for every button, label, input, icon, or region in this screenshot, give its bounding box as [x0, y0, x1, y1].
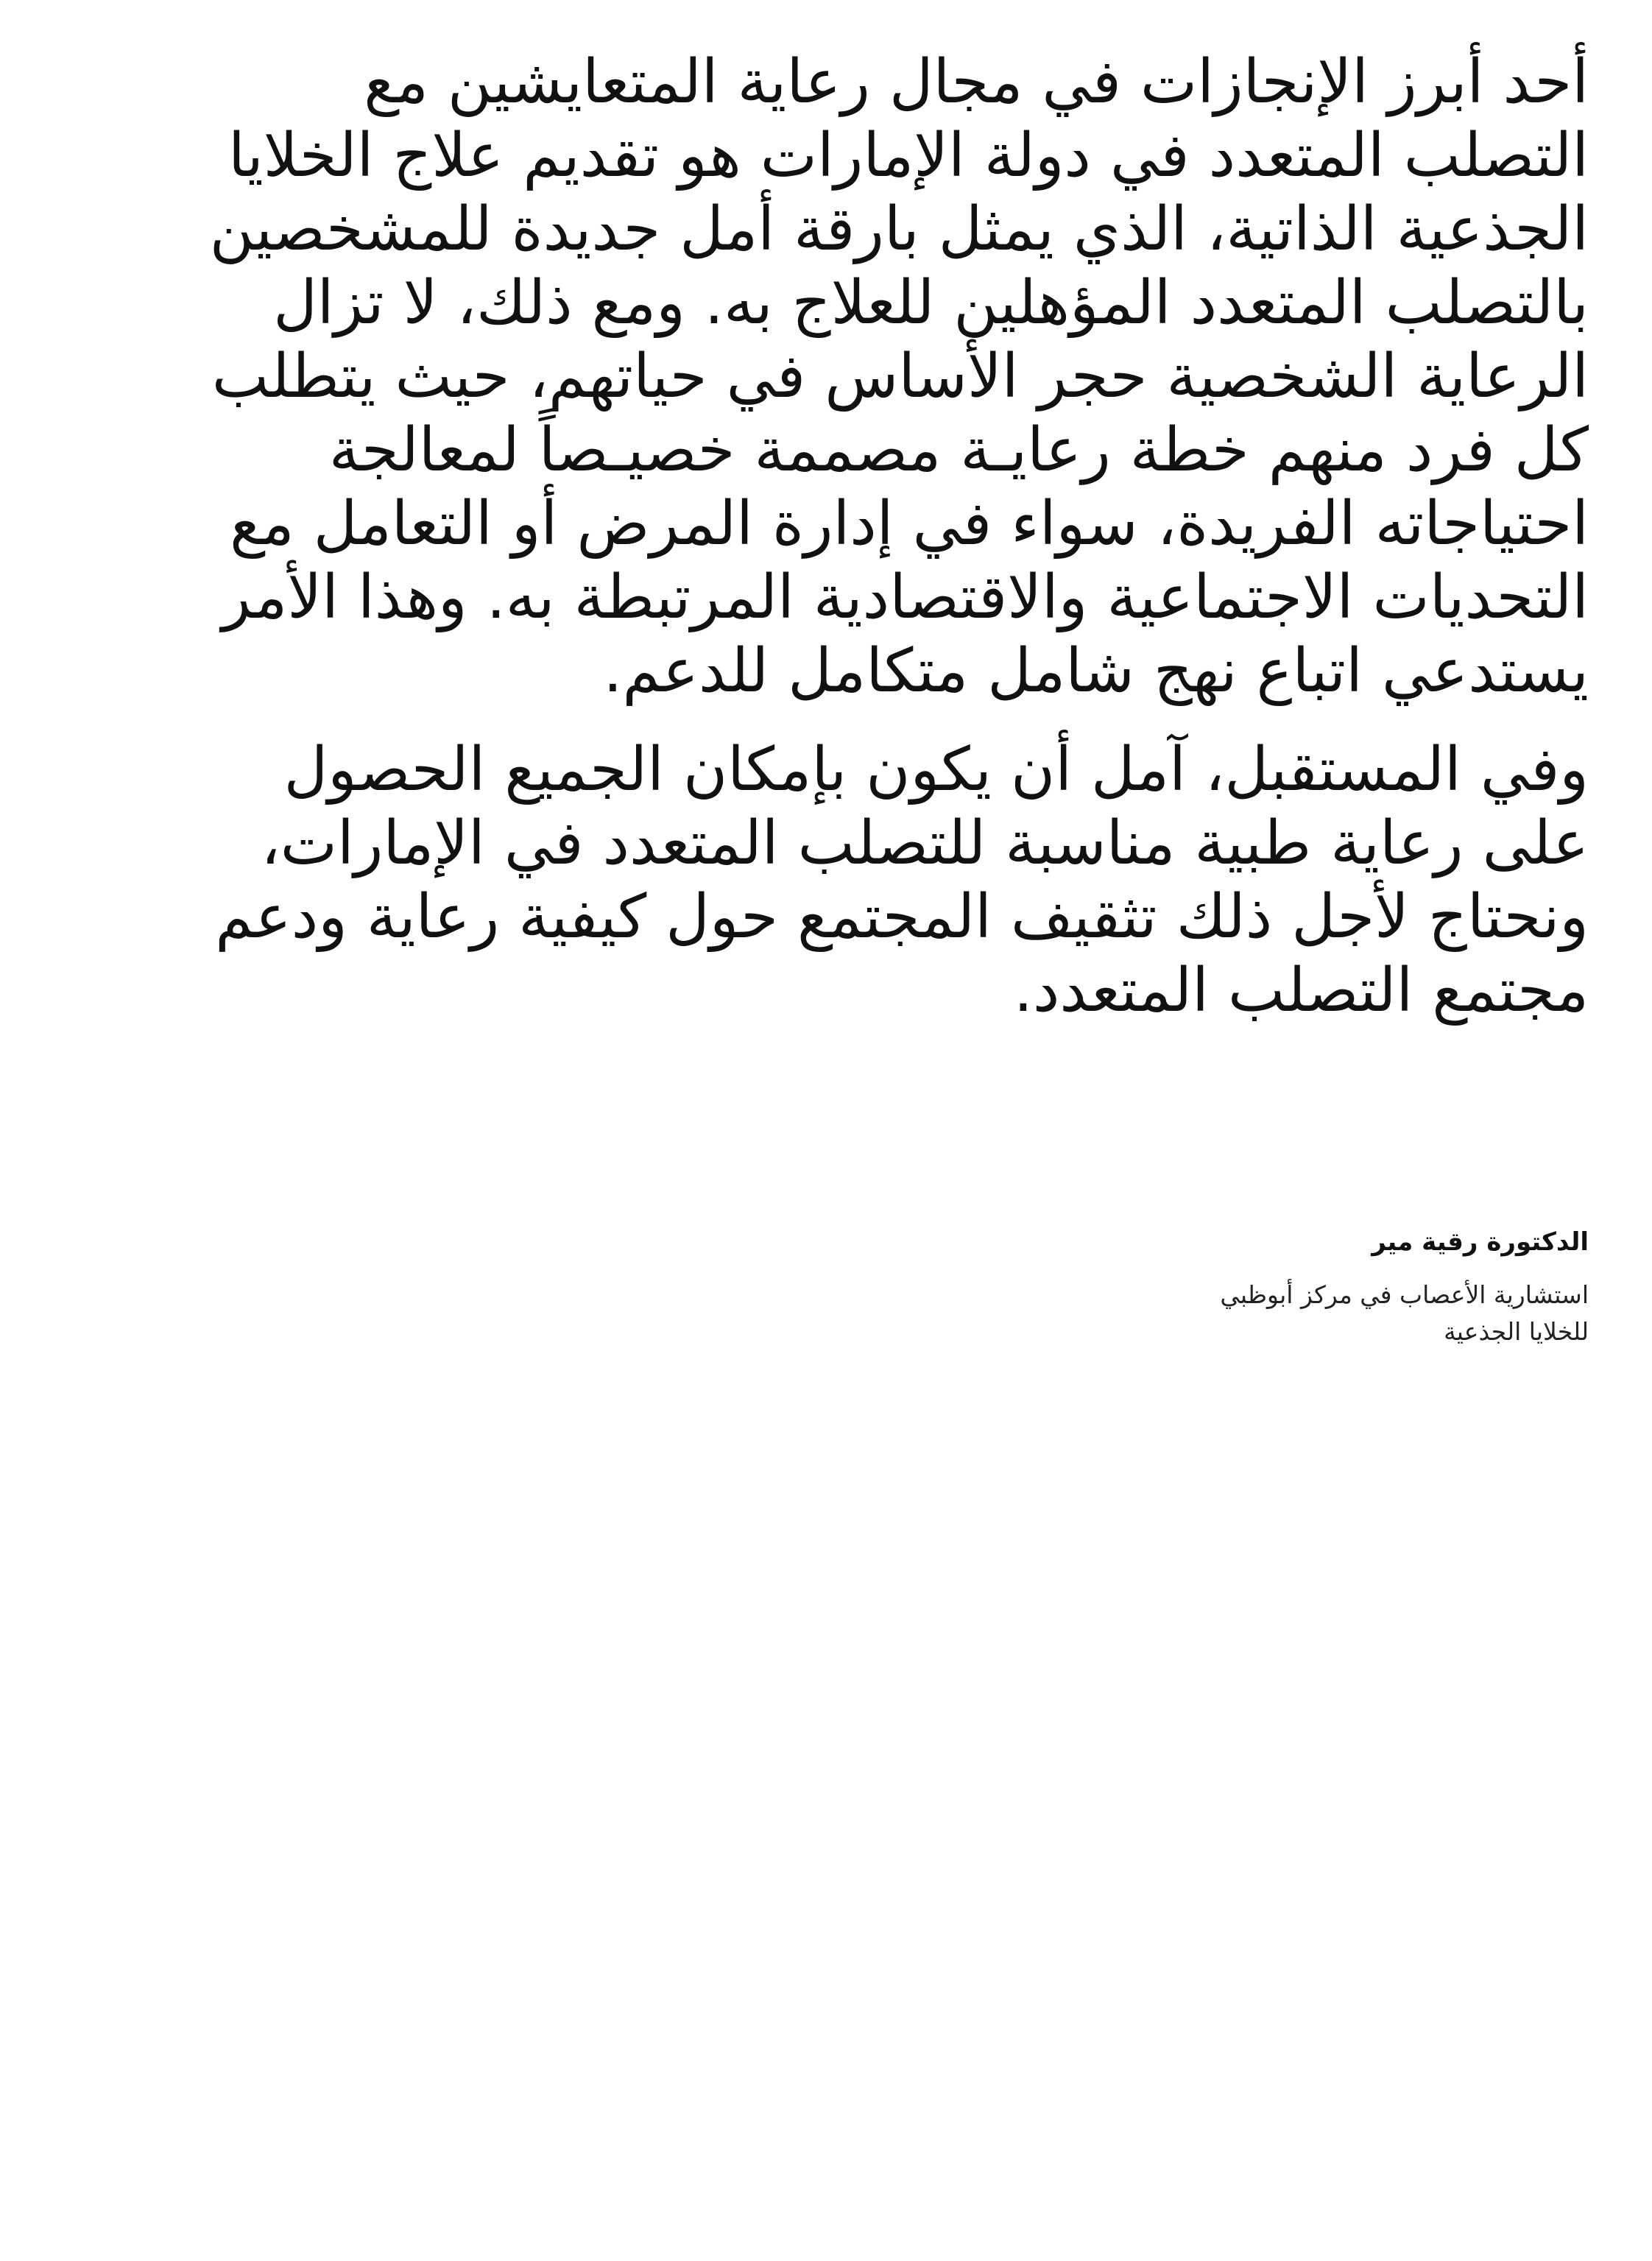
author-title-line: للخلايا الجذعية	[1444, 1317, 1589, 1346]
author-title	[1073, 1277, 1589, 1350]
article-body	[190, 46, 1589, 1028]
author-signature	[1073, 1224, 1589, 1350]
article-paragraph: أحد أبرز الإنجازات في مجال رعاية المتعايشين مع التصلب المتعدد في دولة الإمارات هو تقديم علاج الخلايا الجذعية الذاتية، الذي يمثل بارقة أمل جديدة للمشخصين بالتصلب المتعدد المؤهلين للعلاج به. ومع ذلك، لا تزال الرعاية الشخصية حجر الأساس في حياتهم، حيث يتطلب كل فرد منهم خطة رعايـة مصممة خصيـصاً لمعالجة احتياجاته الفريدة، سواء في إدارة المرض أو التعامل مع التحديات الاجتماعية والاقتصادية المرتبطة به. وهذا الأمر يستدعي اتباع نهج شامل متكامل للدعم.	[209, 47, 1589, 706]
author-title-line: استشارية الأعصاب في مركز أبوظبي	[1220, 1280, 1589, 1309]
author-name: الدكتورة رقية مير	[1372, 1227, 1589, 1257]
article-paragraph: وفي المستقبل، آمل أن يكون بإمكان الجميع الحصول على رعاية طبية مناسبة للتصلب المتعدد في الإمارات، ونحتاج لأجل ذلك تثقيف المجتمع حول كيفية رعاية ودعم مجتمع التصلب المتعدد.	[215, 735, 1589, 1026]
